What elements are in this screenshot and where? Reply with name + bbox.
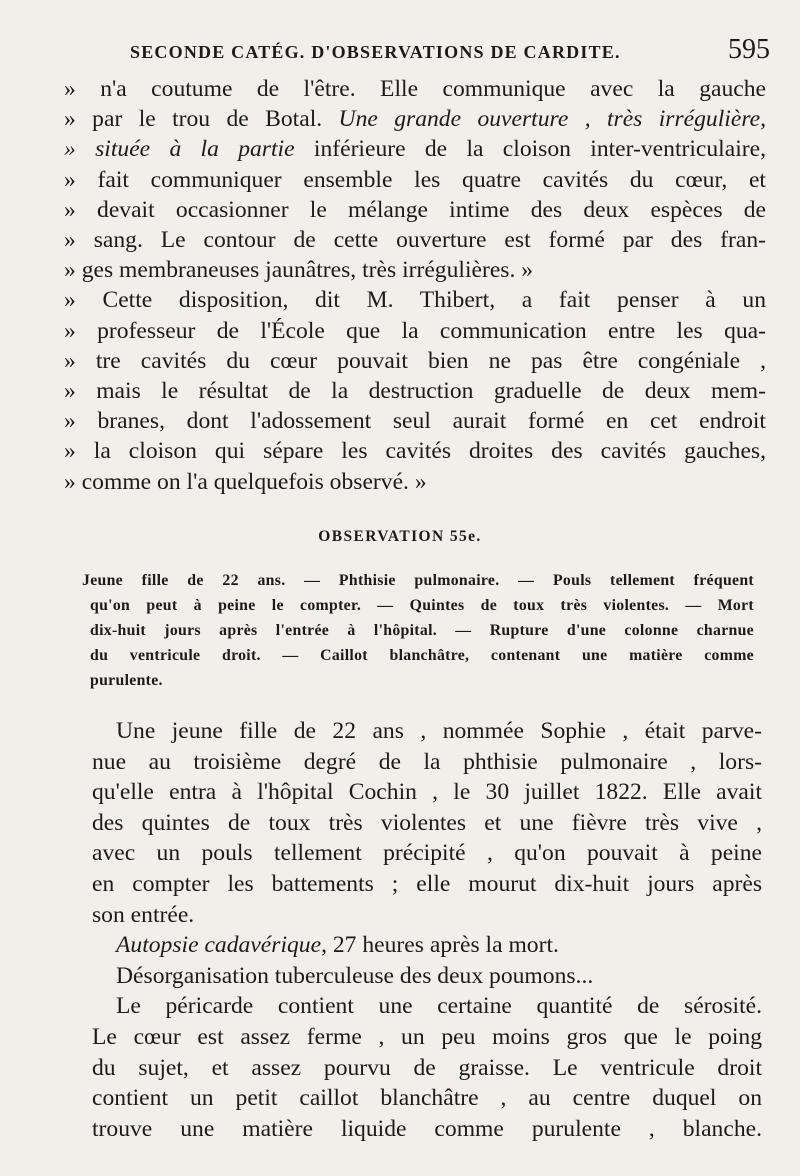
observation-body [92,716,762,1144]
quote-line [64,195,766,225]
summary-line: dix-huit jours après l'entrée à l'hôpital. — Rupture d'une colonne charnue [90,622,754,639]
quote-line [64,467,766,497]
quote-text: » fait communiquer ensemble les quatre cavités du cœur, et [64,166,766,193]
body-text: Le cœur est assez ferme , un peu moins gros que le poing [92,1023,762,1050]
quote-text: » Cette disposition, dit M. Thibert, a fait penser à un [64,287,766,314]
quote-text: » ges membraneuses jaunâtres, très irrégulières. » [64,257,534,284]
quote-text: » n'a coutume de l'être. Elle communique avec la gauche [64,76,766,102]
quote-text: » comme on l'a quelquefois observé. » [64,468,427,495]
observation-summary [82,568,754,693]
body-text: qu'elle entra à l'hôpital Cochin , le 30 juillet 1822. Elle avait [92,779,762,806]
quote-line [64,165,766,195]
quote-text: » sang. Le contour de cette ouverture est formé par des fran- [64,227,766,254]
body-line [92,1053,762,1084]
body-text: du sujet, et assez pourvu de graisse. Le ventricule droit [92,1054,762,1081]
body-text: Le péricarde contient une certaine quantité de sérosité. [116,993,762,1020]
quote-line [64,406,766,436]
quote-text: » mais le résultat de la destruction graduelle de deux mem- [64,378,766,405]
quote-line [64,436,766,466]
body-line [92,1022,762,1053]
quoted-passage [64,74,766,497]
page-number: 595 [728,34,770,65]
quote-text: inférieure de la cloison inter-ventriculaire, [294,136,766,163]
body-text: contient un petit caillot blanchâtre , au centre duquel on [92,1085,762,1112]
body-line [92,961,762,992]
quote-italic-text: Une grande ouverture , très irrégulière, [338,106,766,133]
body-line [92,838,762,869]
body-line [92,808,762,839]
body-line [92,869,762,900]
quote-text: » professeur de l'École que la communication entre les qua- [64,317,766,344]
quote-line [64,74,766,104]
quote-line [64,104,766,134]
quote-line [64,316,766,346]
body-text: des quintes de toux très violentes et une fièvre très vive , [92,809,762,836]
body-text: en compter les battements ; elle mourut dix-huit jours après [92,870,762,897]
summary-line: Jeune fille de 22 ans. — Phthisie pulmonaire. — Pouls tellement fréquent [82,572,754,589]
body-text: , 27 heures après la mort. [321,932,559,959]
body-line [92,1114,762,1145]
body-line [92,991,762,1022]
quote-line [64,285,766,315]
summary-line: purulente. [90,672,163,689]
quote-line [64,225,766,255]
observation-title: OBSERVATION 55e. [318,528,482,545]
summary-line: du ventricule droit. — Caillot blanchâtre, contenant une matière comme [90,647,754,664]
body-italic-text: Autopsie cadavérique [116,932,322,959]
quote-line [64,346,766,376]
quote-line [64,255,766,285]
quote-text: » devait occasionner le mélange intime des deux espèces de [64,196,766,223]
running-head [130,34,770,70]
quote-text: » la cloison qui sépare les cavités droites des cavités gauches, [64,438,766,465]
body-line [92,747,762,778]
body-line [92,716,762,747]
body-line [92,930,762,961]
body-line [92,1083,762,1114]
quote-italic-text: » située à la partie [64,136,295,163]
quote-line [64,376,766,406]
body-text: son entrée. [92,901,195,928]
body-text: nue au troisième degré de la phthisie pulmonaire , lors- [92,748,762,775]
body-text: trouve une matière liquide comme purulente , blanche. [92,1115,762,1142]
body-line [92,777,762,808]
body-text: Désorganisation tuberculeuse des deux poumons... [116,962,594,989]
quote-text: » branes, dont l'adossement seul aurait formé en cet endroit [64,408,766,435]
body-text: avec un pouls tellement précipité , qu'on pouvait à peine [92,840,762,867]
body-text: Une jeune fille de 22 ans , nommée Sophie , était parve- [116,718,762,744]
quote-line [64,134,766,164]
running-title: SECONDE CATÉG. D'OBSERVATIONS DE CARDITE. [130,42,621,62]
body-line [92,900,762,931]
quote-text: » tre cavités du cœur pouvait bien ne pas être congéniale , [64,347,766,374]
summary-line: qu'on peut à peine le compter. — Quintes de toux très violentes. — Mort [90,597,754,614]
quote-text: » par le trou de Botal. [64,106,339,133]
